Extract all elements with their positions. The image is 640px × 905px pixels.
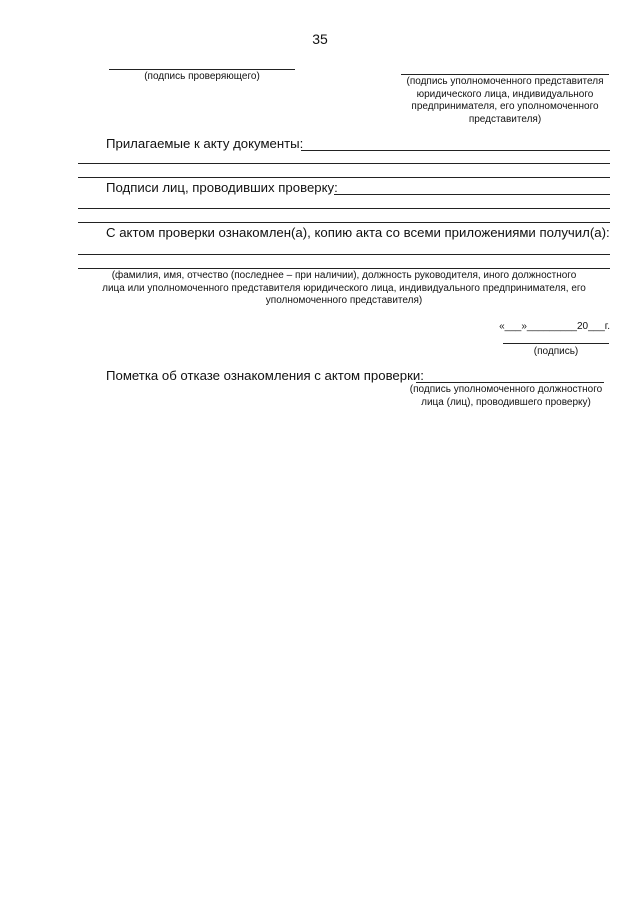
inspector-signature-caption: (подпись проверяющего) — [144, 71, 260, 82]
caption-line: предпринимателя, его уполномоченного — [411, 101, 599, 112]
attached-docs-line — [78, 177, 610, 178]
representative-signature-caption — [392, 76, 618, 126]
attached-docs-fill-line — [301, 150, 610, 151]
signature-caption: (подпись) — [533, 346, 579, 357]
signatures-label: Подписи лиц, проводивших проверку: — [106, 180, 338, 195]
caption-line: (подпись уполномоченного представителя — [406, 76, 604, 87]
caption-line: представителя) — [468, 113, 542, 125]
acquainted-label: С актом проверки ознакомлен(а), копию акта со всеми приложениями получил(а): — [106, 225, 610, 240]
caption-line: юридического лица, индивидуального — [416, 88, 594, 100]
caption-line: лица или уполномоченного представителя юридического лица, индивидуального предпринимателя, его — [102, 282, 586, 294]
acquainted-line — [78, 254, 610, 255]
refusal-caption — [396, 384, 616, 409]
inspector-signature-line — [109, 69, 295, 70]
refusal-label: Пометка об отказе ознакомления с актом проверки: — [106, 368, 424, 383]
fio-caption — [66, 270, 622, 308]
acquainted-line — [78, 268, 610, 269]
page-number: 35 — [312, 31, 328, 47]
signatures-fill-line — [334, 194, 610, 195]
date-template: «___»_________20___г. — [499, 321, 610, 332]
signatures-line — [78, 222, 610, 223]
attached-docs-label: Прилагаемые к акту документы: — [106, 136, 304, 151]
signature-line — [503, 343, 609, 344]
signatures-line — [78, 208, 610, 209]
caption-line: уполномоченного представителя) — [265, 295, 423, 306]
refusal-fill-line — [416, 382, 604, 383]
caption-line: лица (лиц), проводившего проверку) — [421, 396, 591, 408]
attached-docs-line — [78, 163, 610, 164]
caption-line: (подпись уполномоченного должностного — [409, 384, 603, 395]
representative-signature-line — [401, 74, 609, 75]
caption-line: (фамилия, имя, отчество (последнее – при наличии), должность руководителя, иного должностного — [111, 270, 577, 281]
